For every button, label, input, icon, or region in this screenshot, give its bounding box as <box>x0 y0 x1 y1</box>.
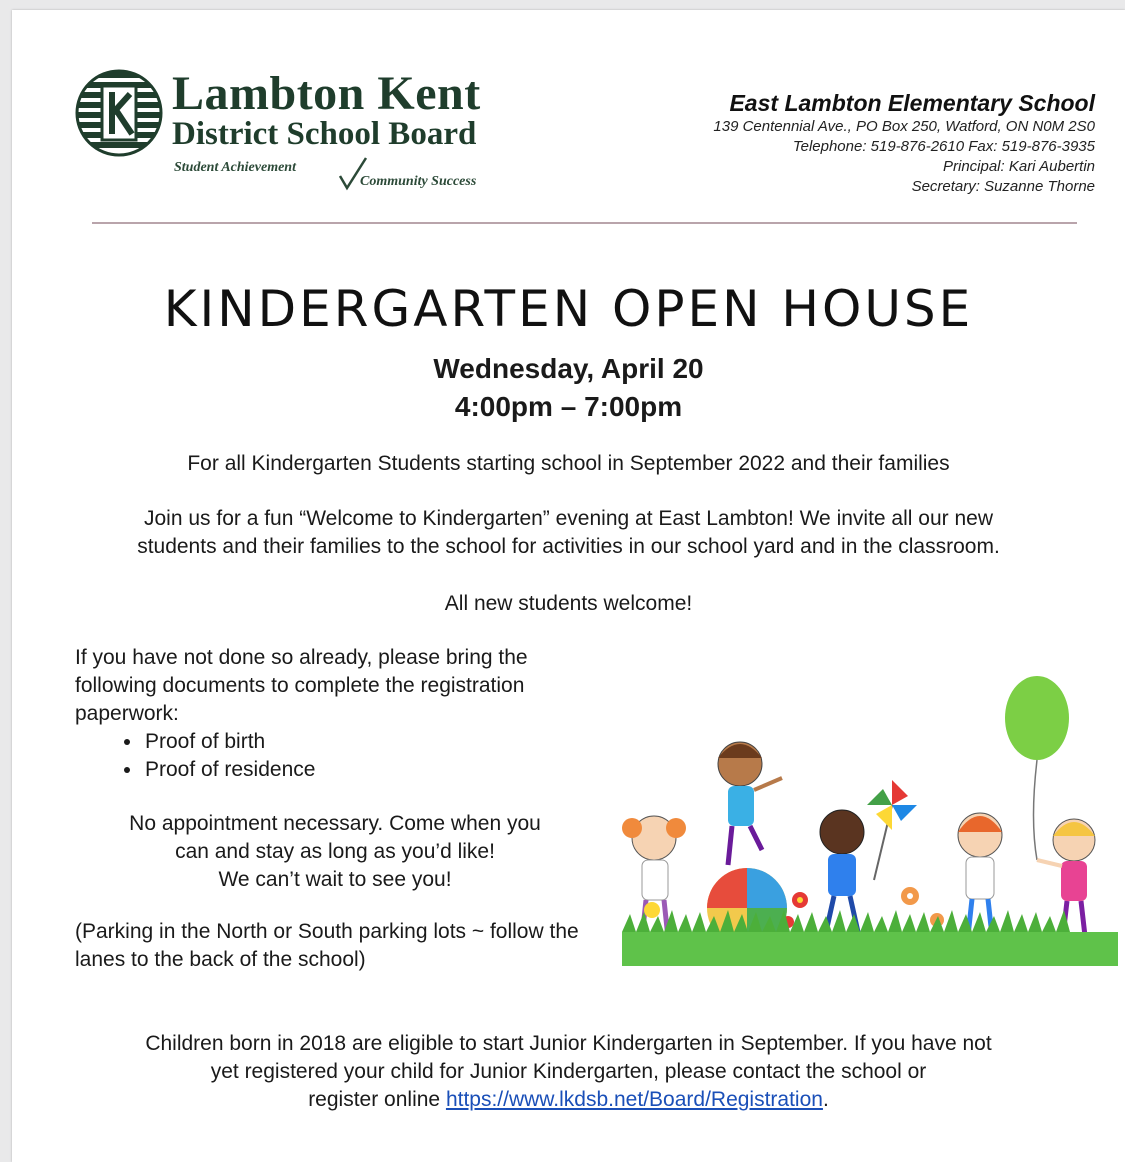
registration-link[interactable]: https://www.lkdsb.net/Board/Registration <box>445 1088 823 1111</box>
list-item: • Proof of birth <box>143 728 615 756</box>
logo-tagline <box>174 160 534 200</box>
logo-mark-icon <box>74 68 164 158</box>
flyer-page <box>12 10 1125 1162</box>
kids-illustration <box>612 660 1122 970</box>
school-secretary: Secretary: Suzanne Thorne <box>911 178 1095 195</box>
no-appointment-text <box>75 810 595 894</box>
noappt-line-2: can and stay as long as you’d like! <box>175 840 495 863</box>
noappt-line-1: No appointment necessary. Come when you <box>129 812 541 835</box>
logo-line2: District School Board <box>172 116 477 152</box>
header-divider <box>92 222 1077 224</box>
documents-intro: If you have not done so already, please bring the following documents to complete the registration paperwork: <box>75 646 528 725</box>
grass-icon <box>622 910 1118 966</box>
pinwheel-icon <box>867 780 917 880</box>
tagline-right: Community Success <box>360 174 477 189</box>
school-name: East Lambton Elementary School <box>729 90 1095 116</box>
event-title: KINDERGARTEN OPEN HOUSE <box>163 280 974 338</box>
documents-list <box>75 728 615 784</box>
registration-note <box>12 1030 1125 1114</box>
noappt-line-3: We can’t wait to see you! <box>218 868 452 891</box>
join-line-1: Join us for a fun “Welcome to Kindergarten” evening at East Lambton! We invite all our new <box>143 507 993 530</box>
tagline-left: Student Achievement <box>174 160 296 175</box>
footer-line-1: Children born in 2018 are eligible to start Junior Kindergarten in September. If you have not <box>145 1032 992 1055</box>
school-info <box>713 90 1095 197</box>
lkdsb-logo <box>74 58 524 198</box>
event-time: 4:00pm – 7:00pm <box>454 391 683 422</box>
join-paragraph <box>12 505 1125 561</box>
footer-line-3-suffix: . <box>822 1088 829 1111</box>
event-date: Wednesday, April 20 <box>433 353 704 384</box>
logo-line1: Lambton Kent <box>172 67 481 120</box>
school-phone-fax: Telephone: 519-876-2610 Fax: 519-876-3935 <box>792 138 1095 155</box>
parking-text: (Parking in the North or South parking lots ~ follow the lanes to the back of the school) <box>75 920 579 971</box>
event-datetime <box>12 350 1125 426</box>
footer-line-2: yet registered your child for Junior Kindergarten, please contact the school or <box>210 1060 927 1083</box>
join-line-2: students and their families to the school for activities in our school yard and in the classroom. <box>137 535 1000 558</box>
school-principal: Principal: Kari Aubertin <box>942 158 1095 175</box>
documents-section <box>75 644 615 784</box>
footer-line-3 <box>12 1086 1125 1114</box>
welcome-text: All new students welcome! <box>444 592 693 615</box>
list-item: • Proof of residence <box>143 756 615 784</box>
audience-text: For all Kindergarten Students starting school in September 2022 and their families <box>187 452 950 475</box>
child-figure-3 <box>820 810 864 932</box>
footer-line-3-prefix: register online <box>308 1088 446 1111</box>
child-figure-2 <box>718 742 782 865</box>
school-address: 139 Centennial Ave., PO Box 250, Watford, ON N0M 2S0 <box>713 118 1095 135</box>
